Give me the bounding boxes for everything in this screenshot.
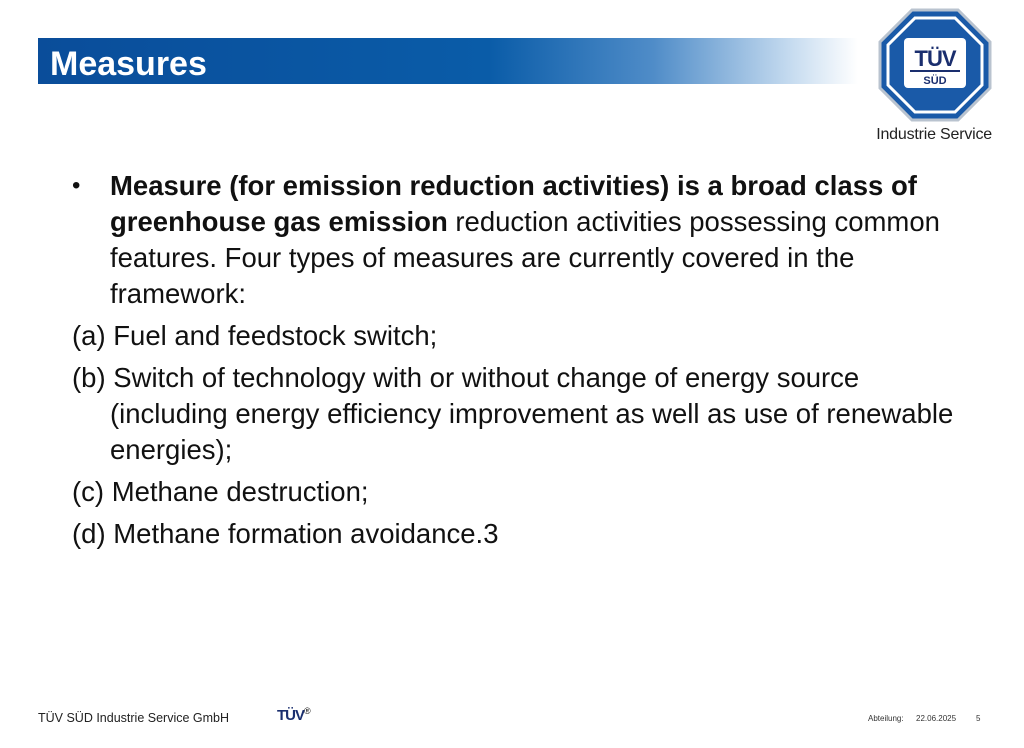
list-item-a: (a) Fuel and feedstock switch; xyxy=(72,320,438,351)
bullet-marker: • xyxy=(72,172,81,199)
bullet-paragraph xyxy=(72,168,984,312)
bullet-text: reduction activities possessing common features. Four types of measures are currently covered in the framework: xyxy=(110,206,940,309)
footer-company: TÜV SÜD Industrie Service GmbH xyxy=(38,711,230,725)
slide-body xyxy=(72,168,984,558)
list-item-c: (c) Methane destruction; xyxy=(72,476,369,507)
registered-mark: ® xyxy=(304,706,310,716)
footer-logo-text: TÜV xyxy=(277,707,304,724)
bullet-bold-text: Measure (for emission reduction activities) is a broad class of greenhouse gas emission xyxy=(110,170,917,237)
logo-subtitle: Industrie Service xyxy=(876,126,992,143)
slide-title: Measures xyxy=(50,45,207,83)
list-item-d: (d) Methane formation avoidance.3 xyxy=(72,518,499,549)
title-bar xyxy=(38,38,858,84)
svg-text:TÜV: TÜV xyxy=(914,46,956,71)
list-item-b: (b) Switch of technology with or without change of energy source (including energy efficiency improvement as well as use of renewable energies); xyxy=(72,362,954,465)
tuv-sud-logo xyxy=(878,8,992,122)
footer-page-number: 5 xyxy=(976,714,981,723)
svg-text:SÜD: SÜD xyxy=(923,75,947,87)
footer-tuv-logo xyxy=(277,706,310,724)
footer-date: 22.06.2025 xyxy=(916,714,957,723)
footer-department-label: Abteilung: xyxy=(868,714,904,723)
